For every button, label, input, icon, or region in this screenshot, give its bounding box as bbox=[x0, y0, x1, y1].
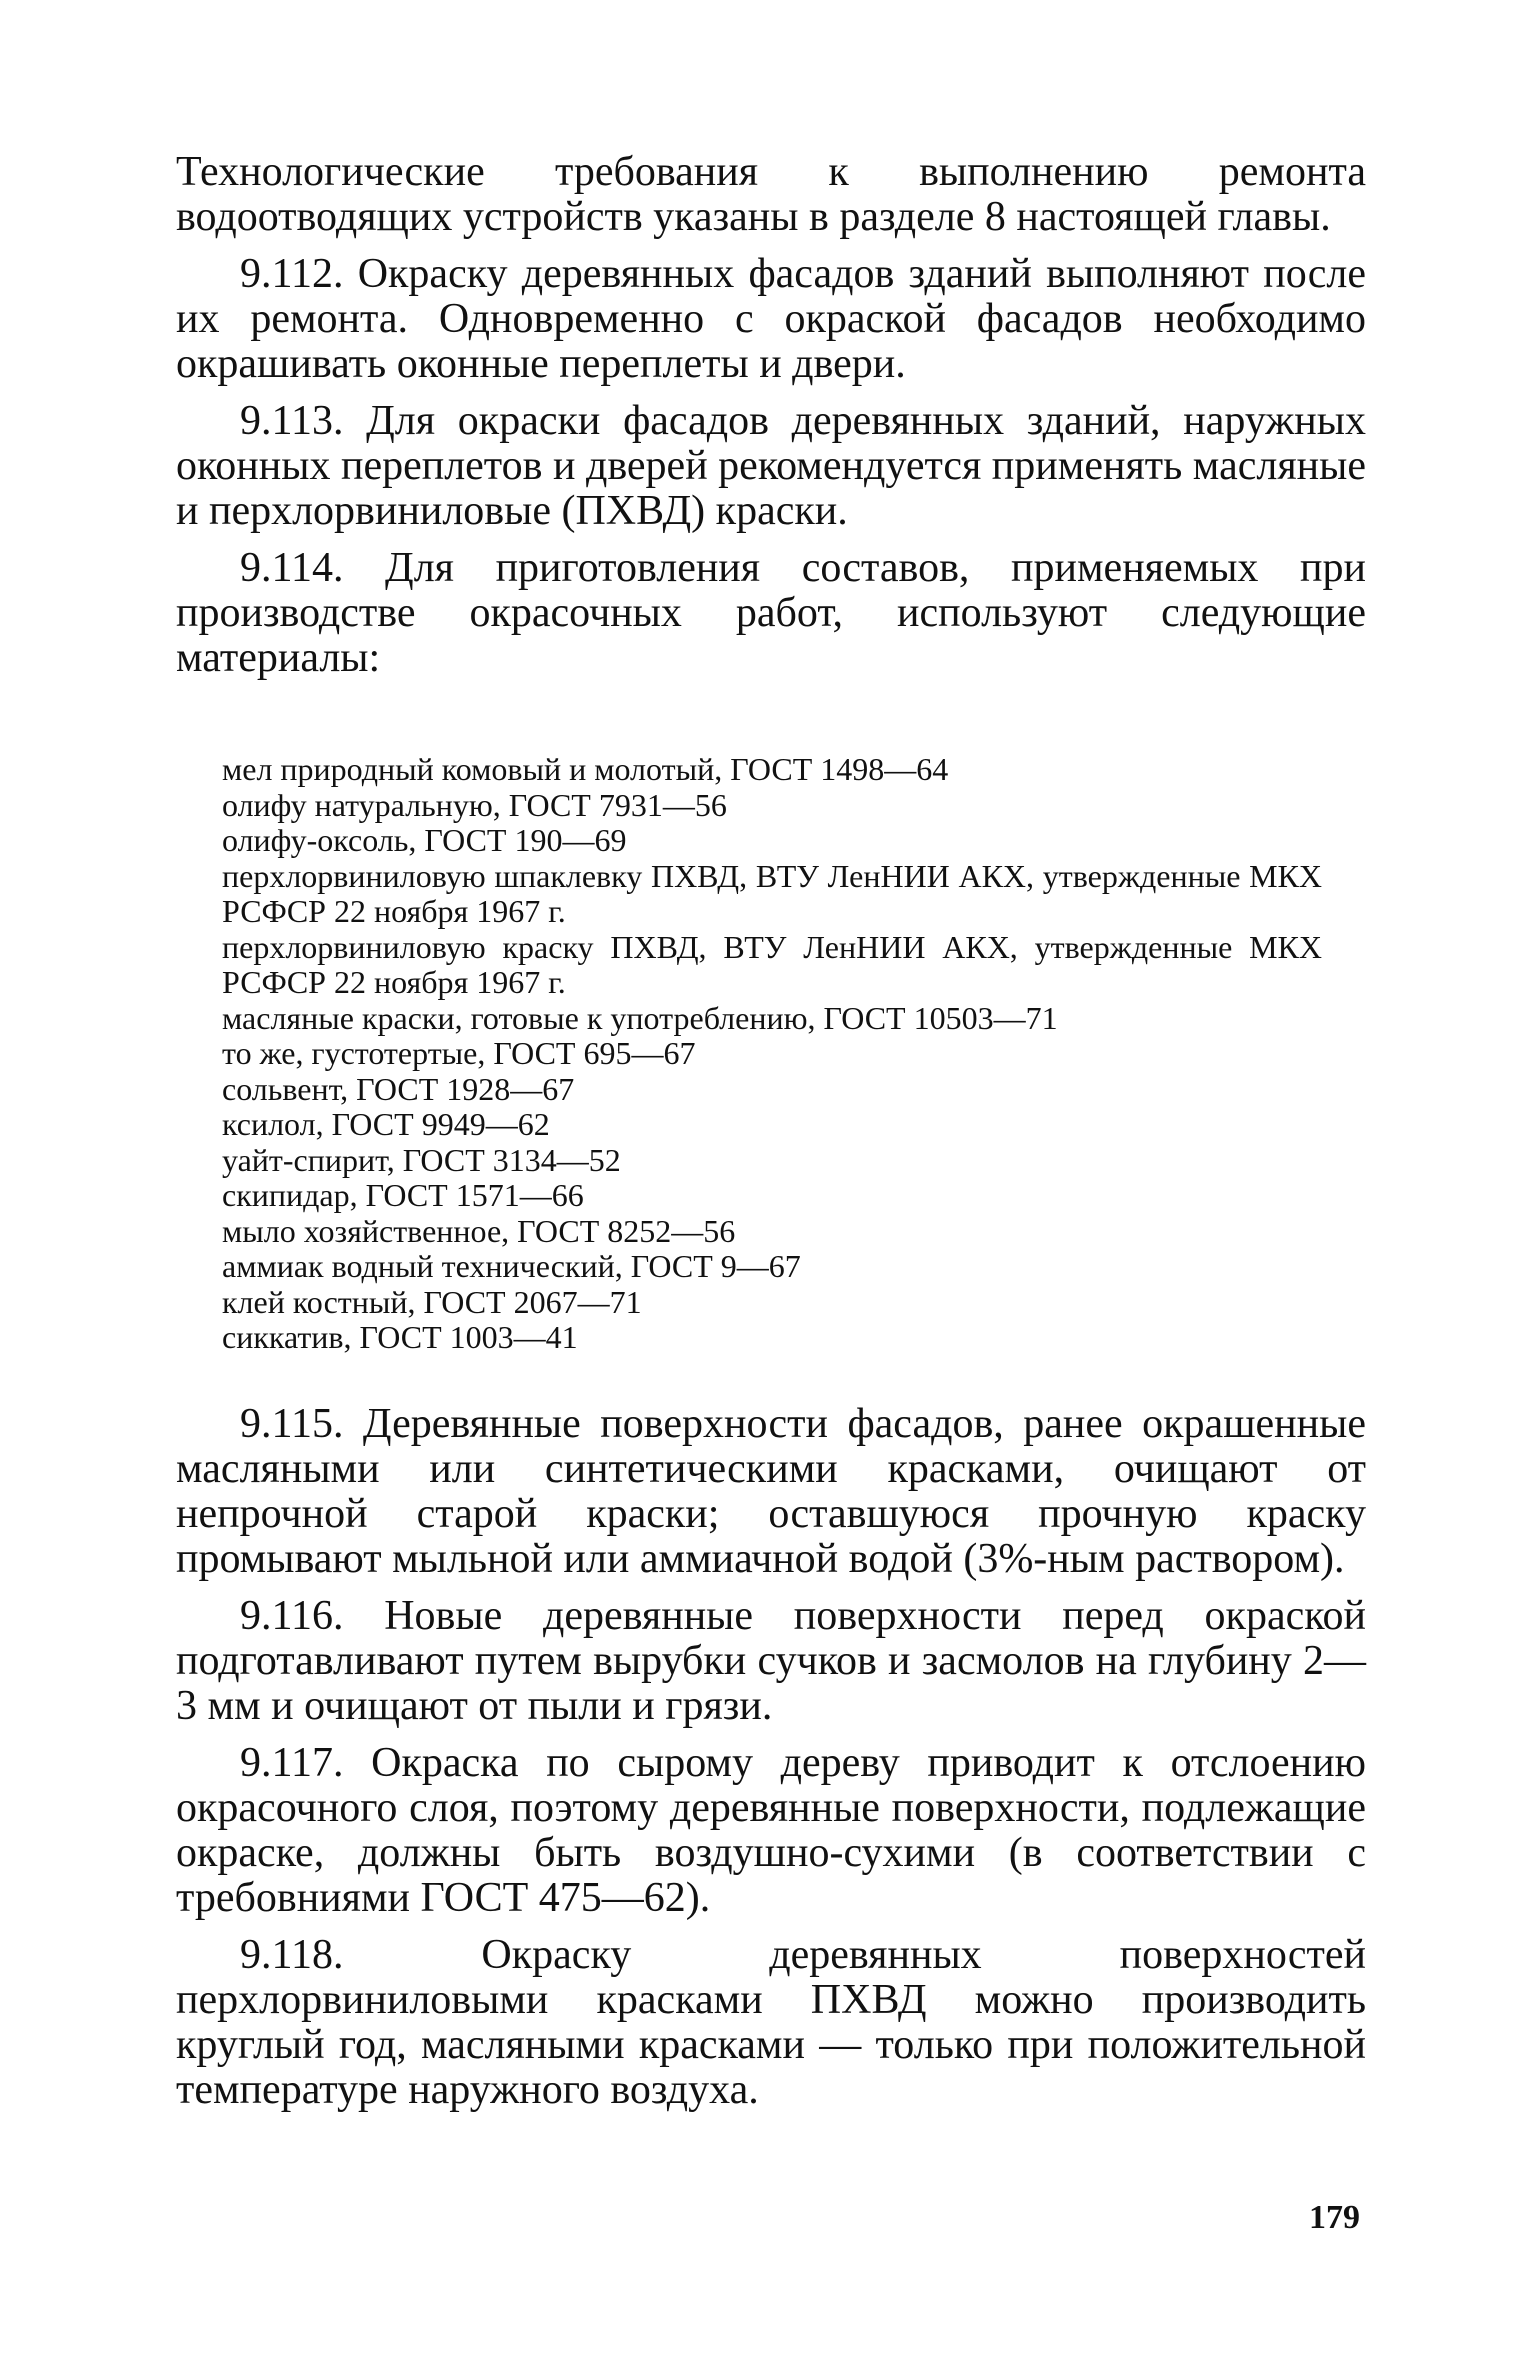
list-item: уайт-спирит, ГОСТ 3134—52 bbox=[222, 1141, 621, 1178]
list-item: мыло хозяйственное, ГОСТ 8252—56 bbox=[222, 1212, 736, 1249]
list-item: сольвент, ГОСТ 1928—67 bbox=[222, 1070, 575, 1107]
list-item: масляные краски, готовые к употреблению, ГОСТ 10503—71 bbox=[222, 999, 1058, 1036]
list-item: сиккатив, ГОСТ 1003—41 bbox=[222, 1319, 578, 1355]
list-item: мел природный комовый и молотый, ГОСТ 1498—64 bbox=[222, 751, 949, 787]
list-item: то же, густотертые, ГОСТ 695—67 bbox=[222, 1035, 696, 1071]
paragraph-drainage-requirements: Технологические требования к выполнению ремонта водоотводящих устройств указаны в разделе 8 настоящей главы. bbox=[176, 149, 1366, 240]
page-number: 179 bbox=[1309, 2199, 1360, 2236]
materials-list bbox=[222, 752, 1322, 1356]
list-item: скипидар, ГОСТ 1571—66 bbox=[222, 1177, 584, 1213]
paragraph-9-115: 9.115. Деревянные поверхности фасадов, ранее окрашенные масляными или синтетическими красками, очищают от непрочной старой краски; оставшуюся прочную краску промывают мыльной или аммиачной водой (3%-ным раствором). bbox=[176, 1401, 1366, 1582]
paragraph-9-112: 9.112. Окраску деревянных фасадов зданий выполняют после их ремонта. Одновременно с окраской фасадов необходимо окрашивать оконные переплеты и двери. bbox=[176, 251, 1366, 387]
paragraph-9-114: 9.114. Для приготовления составов, применяемых при производстве окрасочных работ, используют следующие материалы: bbox=[176, 545, 1366, 681]
list-item: ксилол, ГОСТ 9949—62 bbox=[222, 1106, 550, 1142]
list-item: аммиак водный технический, ГОСТ 9—67 bbox=[222, 1248, 801, 1284]
paragraph-9-116: 9.116. Новые деревянные поверхности перед окраской подготавливают путем вырубки сучков и засмолов на глубину 2—3 мм и очищают от пыли и грязи. bbox=[176, 1593, 1366, 1729]
paragraph-9-113: 9.113. Для окраски фасадов деревянных зданий, наружных оконных переплетов и дверей рекомендуется применять масляные и перхлорвиниловые (ПХВД) краски. bbox=[176, 398, 1366, 534]
list-item: олифу-оксоль, ГОСТ 190—69 bbox=[222, 822, 627, 858]
paragraph-9-118: 9.118. Окраску деревянных поверхностей перхлорвиниловыми красками ПХВД можно производить круглый год, масляными красками — только при положительной температуре наружного воздуха. bbox=[176, 1932, 1366, 2113]
list-item: олифу натуральную, ГОСТ 7931—56 bbox=[222, 786, 727, 823]
text-section-top bbox=[176, 150, 1366, 681]
list-item: перхлорвиниловую краску ПХВД, ВТУ ЛенНИИ АКХ, утвержденные МКХ РСФСР 22 ноября 1967 г. bbox=[222, 928, 1322, 1000]
text-section-bottom bbox=[176, 1402, 1366, 2113]
list-item: перхлорвиниловую шпаклевку ПХВД, ВТУ ЛенНИИ АКХ, утвержденные МКХ РСФСР 22 ноября 1967 г. bbox=[222, 857, 1322, 929]
list-item: клей костный, ГОСТ 2067—71 bbox=[222, 1283, 642, 1320]
paragraph-9-117: 9.117. Окраска по сырому дереву приводит к отслоению окрасочного слоя, поэтому деревянные поверхности, подлежащие окраске, должны быть воздушно-сухими (в соответствии с требовниями ГОСТ 475—62). bbox=[176, 1740, 1366, 1921]
